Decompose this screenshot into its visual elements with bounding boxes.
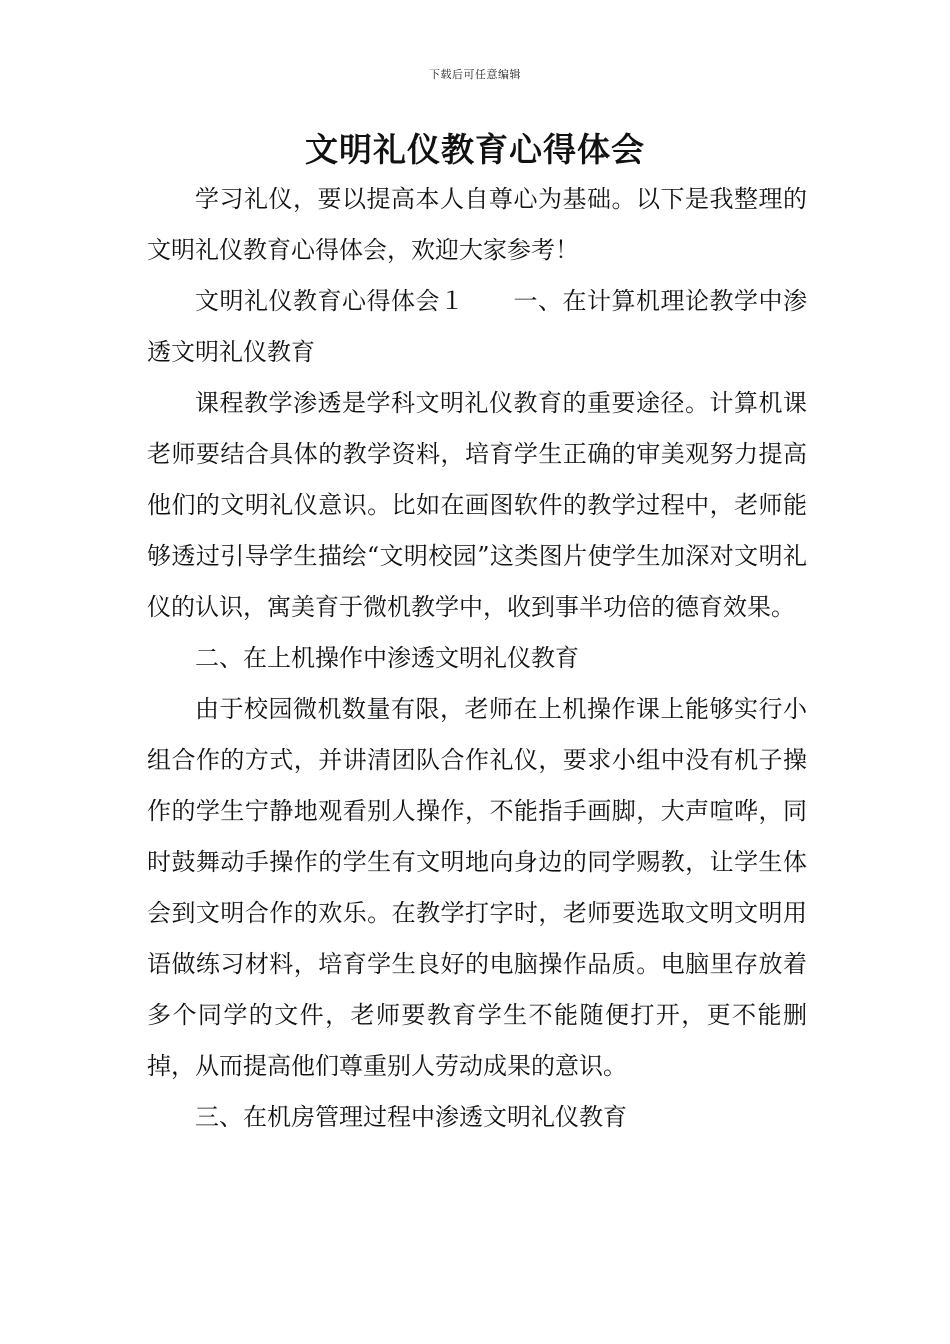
header-note: 下载后可任意编辑	[429, 68, 521, 81]
paragraph-intro: 学习礼仪，要以提高本人自尊心为基础。以下是我整理的文明礼仪教育心得体会，欢迎大家参考！	[147, 185, 807, 264]
paragraph-section-one-heading: 文明礼仪教育心得体会１ 一、在计算机理论教学中渗透文明礼仪教育	[147, 287, 807, 366]
document-body	[147, 174, 807, 1143]
paragraph-section-one-body: 课程教学渗透是学科文明礼仪教育的重要途径。计算机课老师要结合具体的教学资料，培育学生正确的审美观努力提高他们的文明礼仪意识。比如在画图软件的教学过程中，老师能够透过引导学生描绘“文明校园”这类图片使学生加深对文明礼仪的认识，寓美育于微机教学中，收到事半功倍的德育效果。	[147, 389, 807, 621]
paragraph-section-two-heading: 二、在上机操作中渗透文明礼仪教育	[195, 644, 579, 672]
paragraph-section-two-body: 由于校园微机数量有限，老师在上机操作课上能够实行小组合作的方式，并讲清团队合作礼仪，要求小组中没有机子操作的学生宁静地观看别人操作，不能指手画脚，大声喧哗，同时鼓舞动手操作的学生有文明地向身边的同学赐教，让学生体会到文明合作的欢乐。在教学打字时，老师要选取文明文明用语做练习材料，培育学生良好的电脑操作品质。电脑里存放着多个同学的文件，老师要教育学生不能随便打开，更不能删掉，从而提高他们尊重别人劳动成果的意识。	[147, 695, 807, 1080]
document-title: 文明礼仪教育心得体会	[305, 130, 645, 169]
paragraph-section-three-heading: 三、在机房管理过程中渗透文明礼仪教育	[195, 1103, 627, 1131]
